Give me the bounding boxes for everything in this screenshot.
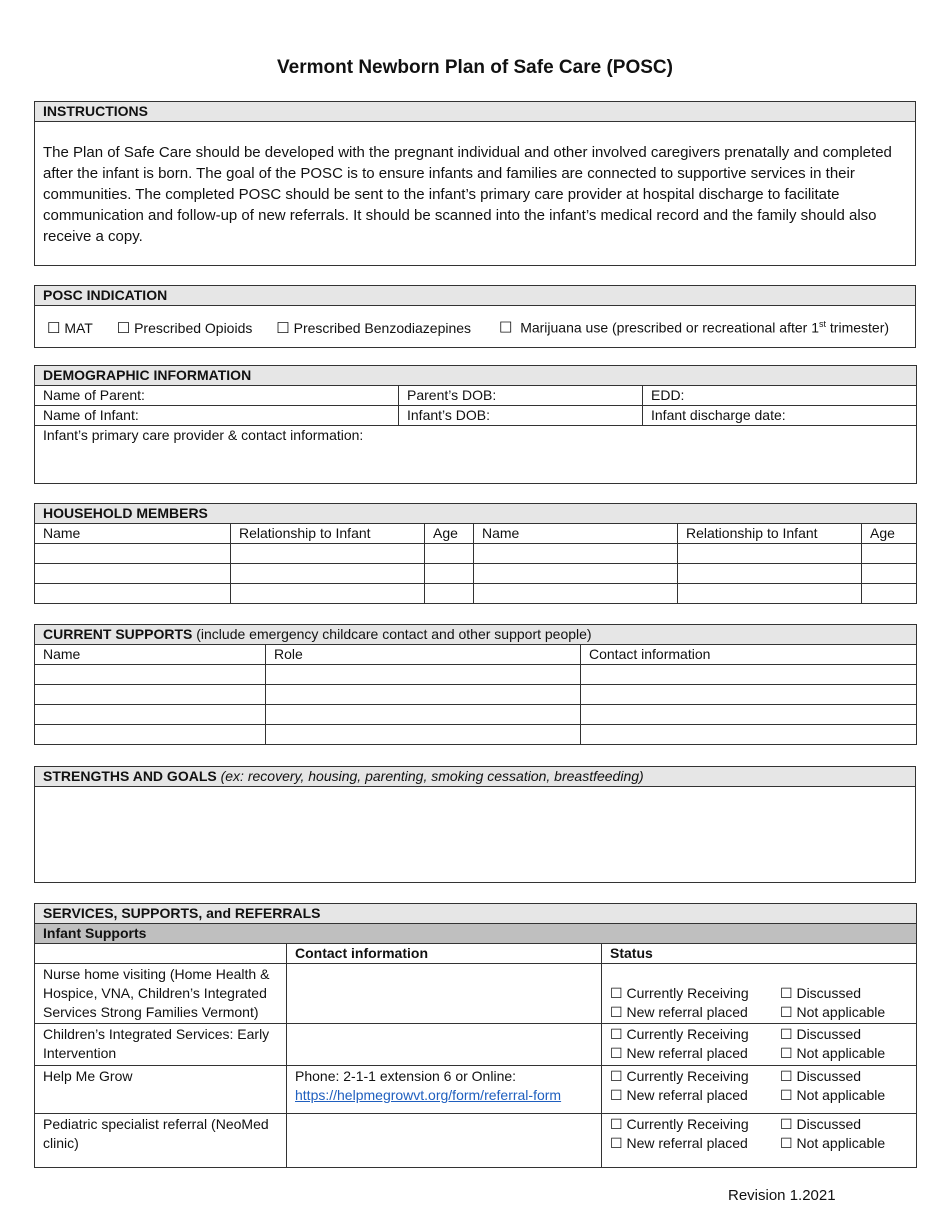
status-options [602,1024,917,1066]
column-header: Age [425,524,474,544]
demographic-header: DEMOGRAPHIC INFORMATION [35,366,917,386]
status-discussed[interactable]: ☐ Discussed [780,1068,862,1084]
table-row [35,964,917,1024]
indication-header: POSC INDICATION [35,286,916,306]
status-discussed[interactable]: ☐ Discussed [780,1026,862,1042]
parent-dob-field[interactable]: Parent’s DOB: [399,386,643,406]
indication-option-benzodiazepines[interactable]: ☐ Prescribed Benzodiazepines [276,319,472,337]
strengths-header: STRENGTHS AND GOALS (ex: recovery, housing, parenting, smoking cessation, breastfeeding) [35,767,916,787]
table-row [35,725,917,745]
column-header: Age [862,524,917,544]
table-row [35,665,917,685]
column-header: Name [474,524,678,544]
infant-dob-field[interactable]: Infant’s DOB: [399,406,643,426]
contact-field[interactable] [287,1024,602,1066]
table-row [35,1066,917,1114]
indication-section [34,285,916,348]
status-not-applicable[interactable]: ☐ Not applicable [780,1087,886,1103]
help-me-grow-contact: Phone: 2-1-1 extension 6 or Online: [295,1068,517,1084]
primary-care-provider-field[interactable]: Infant’s primary care provider & contact information: [35,426,917,484]
status-not-applicable[interactable]: ☐ Not applicable [780,1135,886,1151]
table-row [35,1114,917,1168]
strengths-goals-field[interactable] [35,787,916,883]
instructions-section [34,101,916,266]
demographic-section [34,365,917,484]
checkbox-icon: ☐ [780,985,793,1001]
contact-field [287,1066,602,1114]
checkbox-icon: ☐ [610,1068,623,1084]
services-header: SERVICES, SUPPORTS, and REFERRALS [35,904,917,924]
checkbox-icon: ☐ [610,1004,623,1020]
indication-option-opioids[interactable]: ☐ Prescribed Opioids [116,319,253,337]
column-header: Relationship to Infant [231,524,425,544]
status-not-applicable[interactable]: ☐ Not applicable [780,1004,886,1020]
table-row [35,705,917,725]
checkbox-icon: ☐ [780,1087,793,1103]
status-options [602,1066,917,1114]
column-header: Name [35,645,266,665]
checkbox-icon: ☐ [610,1045,623,1061]
status-discussed[interactable]: ☐ Discussed [780,985,862,1001]
instructions-header: INSTRUCTIONS [35,102,916,122]
indication-option-marijuana[interactable]: ☐ Marijuana use (prescribed or recreational after 1st trimester) [498,319,890,337]
checkbox-icon: ☐ [610,1116,623,1132]
table-row [35,584,917,604]
instructions-text: The Plan of Safe Care should be developed with the pregnant individual and other involved caregivers prenatally and completed after the infant is born. The goal of the POSC is to ensure infants and families are connected to supportive services in their communities. The completed POSC should be sent to the infant’s primary care provider at hospital discharge to facilitate communication and follow-up of new referrals. It should be scanned into the infant’s medical record and the family should also receive a copy. [35,122,916,266]
column-header: Role [266,645,581,665]
table-row [35,685,917,705]
strengths-section [34,766,916,883]
status-options [602,964,917,1024]
checkbox-icon: ☐ [610,1135,623,1151]
status-currently-receiving[interactable]: ☐ Currently Receiving [610,1068,749,1084]
status-discussed[interactable]: ☐ Discussed [780,1116,862,1132]
checkbox-icon: ☐ [276,319,290,337]
service-name: Nurse home visiting (Home Health & Hospice, VNA, Children’s Integrated Services Strong Families Vermont) [35,964,287,1024]
household-header: HOUSEHOLD MEMBERS [35,504,917,524]
infant-name-field[interactable]: Name of Infant: [35,406,399,426]
checkbox-icon: ☐ [498,319,513,337]
supports-section [34,624,917,745]
supports-header: CURRENT SUPPORTS (include emergency childcare contact and other support people) [35,625,917,645]
checkbox-icon: ☐ [116,319,131,337]
status-new-referral[interactable]: ☐ New referral placed [610,1135,748,1151]
contact-field[interactable] [287,964,602,1024]
checkbox-icon: ☐ [780,1045,793,1061]
checkbox-icon: ☐ [47,319,61,337]
contact-field[interactable] [287,1114,602,1168]
revision-label: Revision 1.2021 [728,1187,836,1204]
status-new-referral[interactable]: ☐ New referral placed [610,1045,748,1061]
column-header: Name [35,524,231,544]
checkbox-icon: ☐ [780,1135,793,1151]
household-section [34,503,917,604]
status-currently-receiving[interactable]: ☐ Currently Receiving [610,985,749,1001]
indication-option-mat[interactable]: ☐ MAT [47,319,93,337]
checkbox-icon: ☐ [610,985,623,1001]
indication-options [35,306,916,348]
service-name: Help Me Grow [35,1066,287,1114]
column-header: Contact information [581,645,917,665]
checkbox-icon: ☐ [780,1068,793,1084]
parent-name-field[interactable]: Name of Parent: [35,386,399,406]
page-title: Vermont Newborn Plan of Safe Care (POSC) [277,57,673,78]
help-me-grow-link[interactable]: https://helpmegrowvt.org/form/referral-form [295,1087,562,1103]
checkbox-icon: ☐ [610,1026,623,1042]
checkbox-icon: ☐ [780,1004,793,1020]
status-currently-receiving[interactable]: ☐ Currently Receiving [610,1116,749,1132]
infant-supports-subheader: Infant Supports [35,924,917,944]
status-new-referral[interactable]: ☐ New referral placed [610,1004,748,1020]
contact-column-header: Contact information [287,944,602,964]
checkbox-icon: ☐ [610,1087,623,1103]
service-name: Children’s Integrated Services: Early Intervention [35,1024,287,1066]
edd-field[interactable]: EDD: [643,386,917,406]
status-column-header: Status [602,944,917,964]
checkbox-icon: ☐ [780,1026,793,1042]
status-options [602,1114,917,1168]
services-section [34,903,917,1168]
checkbox-icon: ☐ [780,1116,793,1132]
table-row [35,1024,917,1066]
status-new-referral[interactable]: ☐ New referral placed [610,1087,748,1103]
table-row [35,564,917,584]
status-currently-receiving[interactable]: ☐ Currently Receiving [610,1026,749,1042]
service-name: Pediatric specialist referral (NeoMed clinic) [35,1114,287,1168]
table-row [35,544,917,564]
discharge-date-field[interactable]: Infant discharge date: [643,406,917,426]
status-not-applicable[interactable]: ☐ Not applicable [780,1045,886,1061]
column-header: Relationship to Infant [678,524,862,544]
